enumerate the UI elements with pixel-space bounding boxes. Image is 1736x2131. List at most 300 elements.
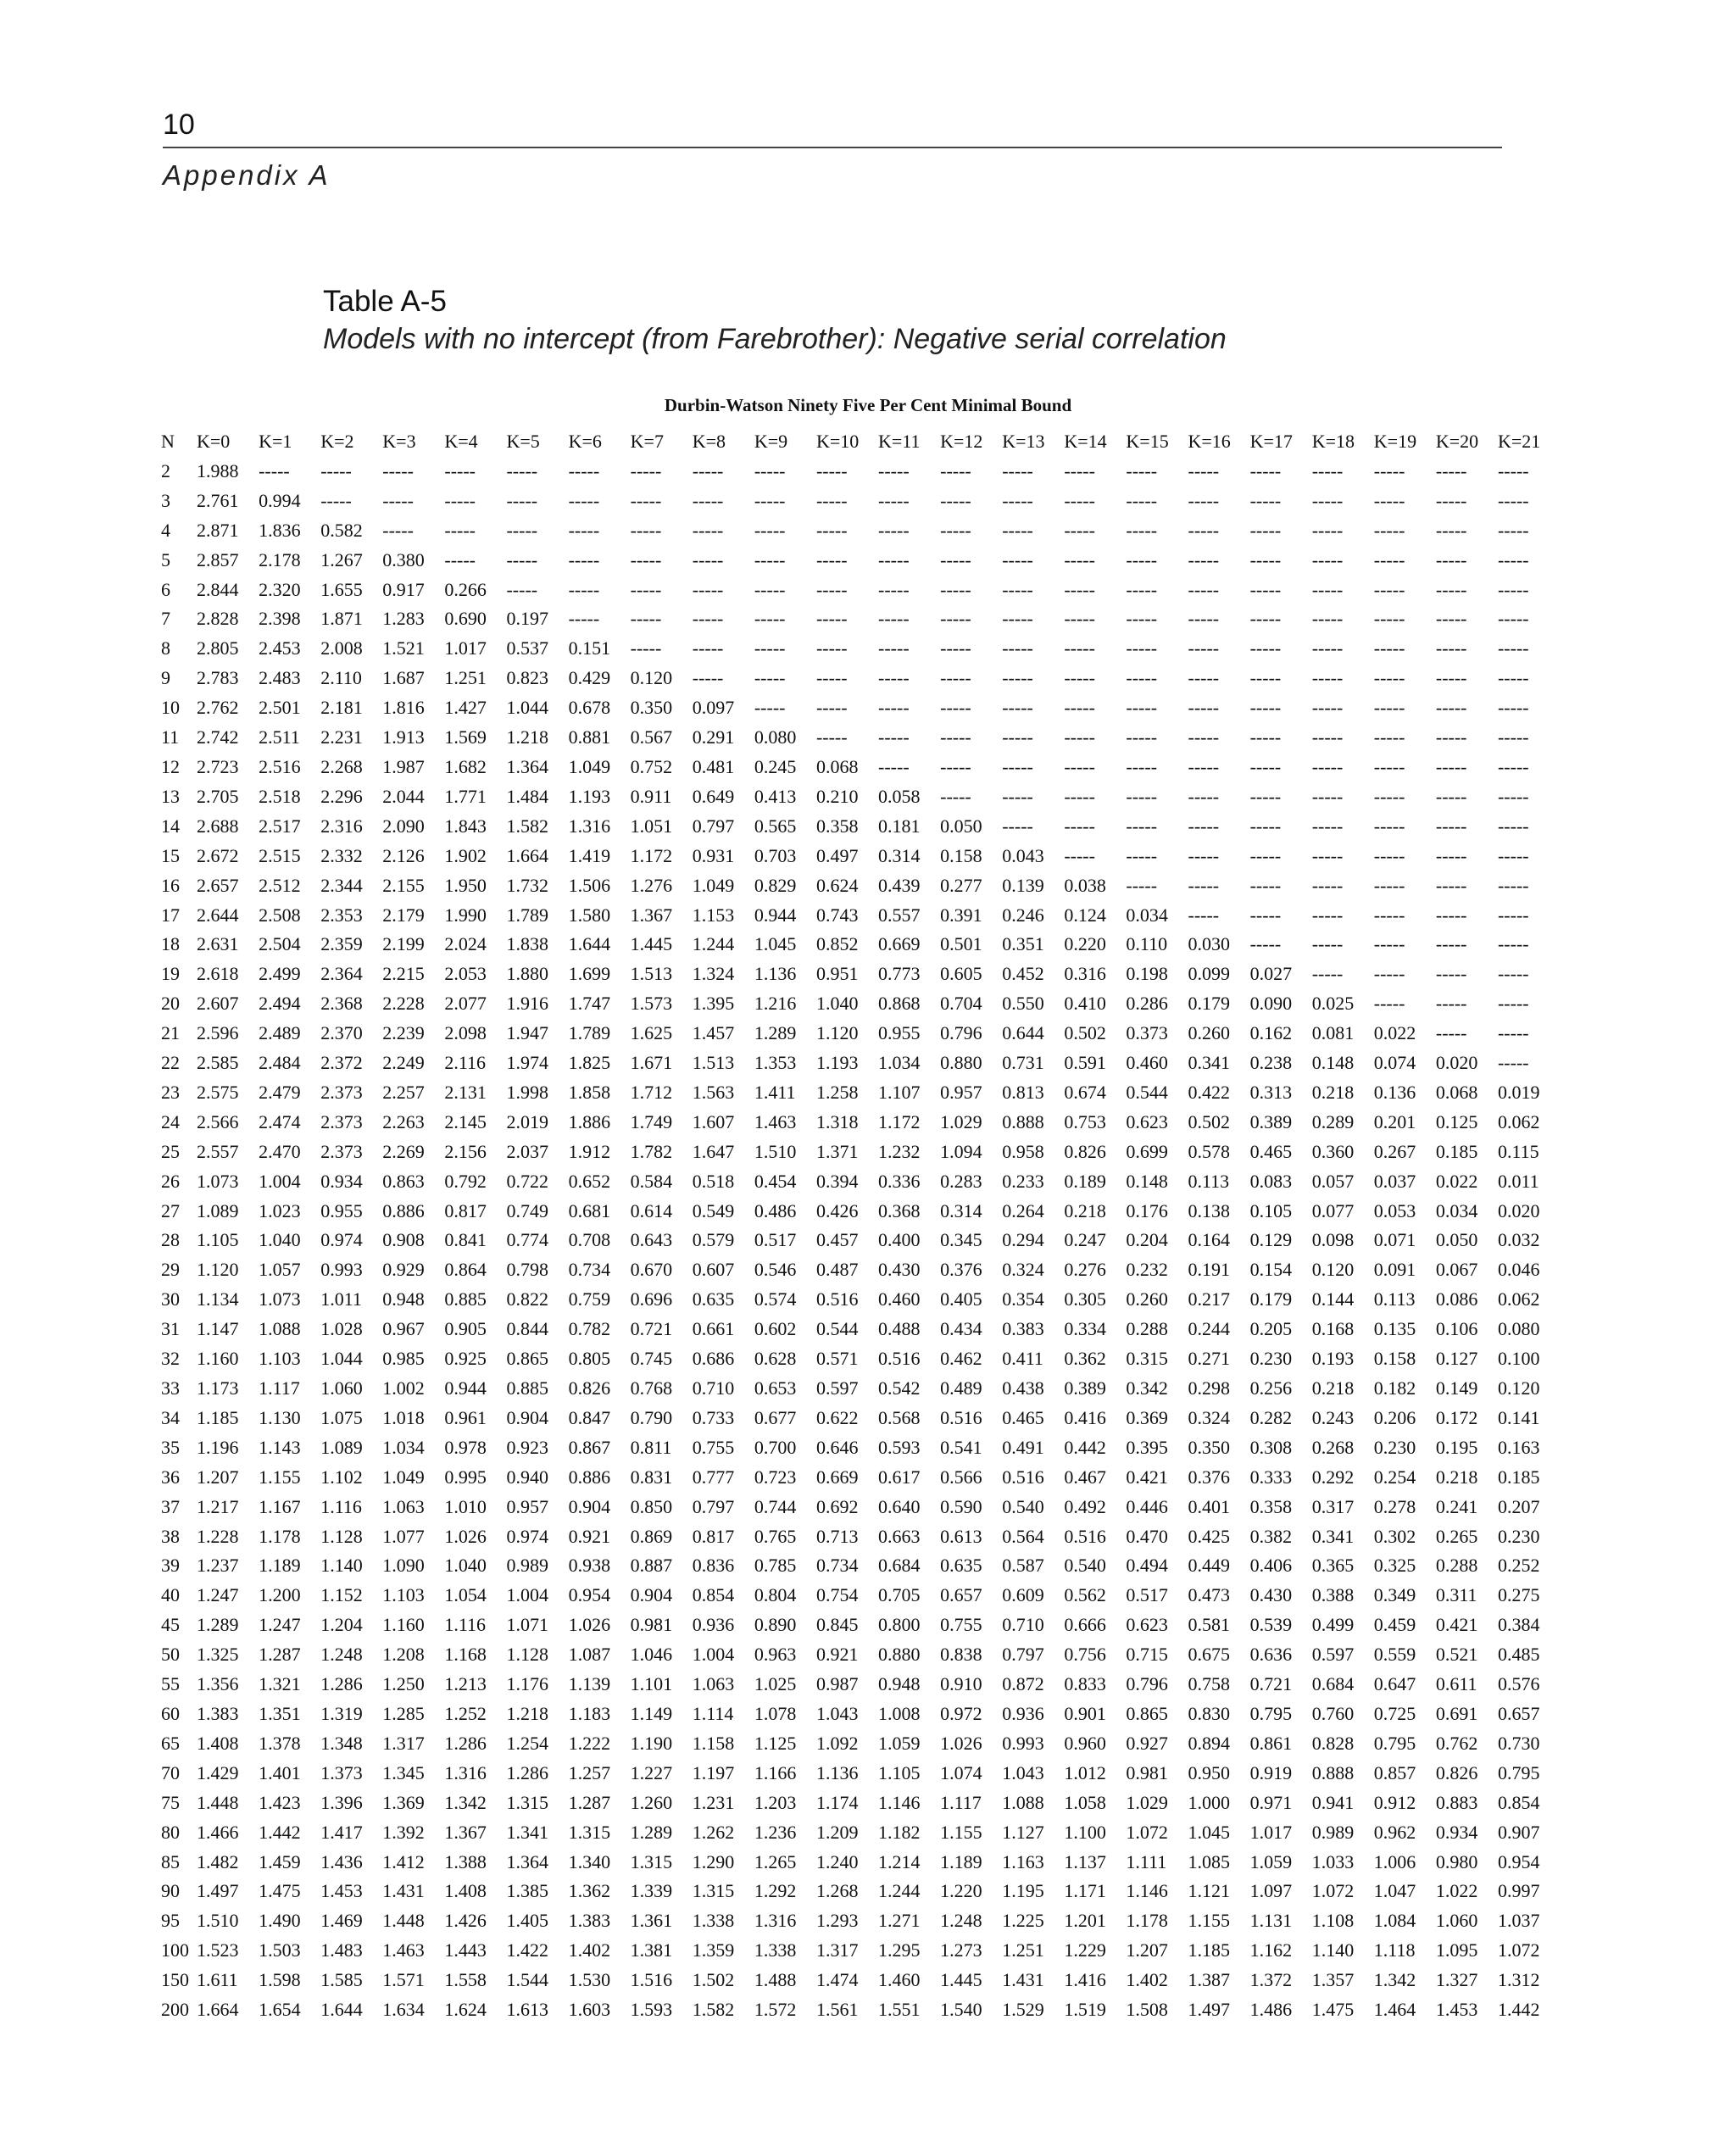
table-cell: 2.008 [320,637,363,659]
table-cell: 0.912 [1373,1791,1416,1813]
table-cell: 1.155 [259,1466,301,1488]
table-cell: 0.325 [1373,1555,1416,1577]
table-cell: 2.705 [197,785,239,807]
table-cell: 0.068 [1435,1081,1478,1103]
table-cell: ----- [1002,815,1033,837]
table-cell: ----- [1311,844,1344,866]
row-n-cell: 100 [161,1939,189,1961]
table-cell: 0.663 [878,1525,921,1547]
table-cell: 1.043 [1002,1761,1044,1783]
table-cell: ----- [1249,697,1282,719]
table-cell: 0.890 [754,1614,797,1636]
table-cell: ----- [754,697,786,719]
table-cell: 2.489 [259,1022,301,1044]
table-cell: 1.825 [568,1052,611,1074]
table-cell: ----- [815,548,848,570]
table-cell: 1.017 [1249,1821,1293,1843]
row-n-cell: 90 [161,1880,180,1902]
table-cell: 0.282 [1249,1406,1293,1428]
table-cell: ----- [1373,755,1405,777]
table-row [161,871,1560,901]
table-cell: 0.674 [1064,1081,1106,1103]
row-n-cell: 55 [161,1673,180,1695]
table-cell: 1.488 [754,1969,797,1991]
table-cell: 1.426 [444,1910,487,1932]
table-cell: 0.345 [940,1229,982,1251]
table-cell: 0.721 [1249,1673,1293,1695]
table-cell: 1.004 [259,1170,301,1192]
table-cell: 1.362 [568,1880,611,1902]
column-header-k0: K=0 [197,431,231,452]
row-n-cell: 32 [161,1348,180,1370]
table-cell: ----- [630,489,662,511]
column-header-k4: K=4 [444,431,478,452]
table-cell: 0.640 [878,1495,921,1517]
table-cell: 0.090 [1249,993,1293,1015]
table-cell: 0.473 [1188,1584,1230,1606]
table-cell: 0.565 [754,815,797,837]
row-n-cell: 16 [161,874,180,896]
table-cell: 1.359 [692,1939,735,1961]
table-cell: 0.542 [878,1377,921,1399]
table-cell: 0.486 [754,1199,797,1221]
table-cell: 1.075 [320,1406,363,1428]
column-header-k6: K=6 [568,431,602,452]
table-row [161,604,1560,634]
row-n-cell: 24 [161,1110,180,1132]
table-cell: ----- [1188,815,1220,837]
table-cell: 2.353 [320,904,363,926]
row-n-cell: 21 [161,1022,180,1044]
table-cell: 1.054 [444,1584,487,1606]
table-cell: 0.559 [1373,1644,1416,1666]
table-cell: 2.179 [382,904,425,926]
table-cell: 1.513 [692,1052,735,1074]
table-cell: 0.921 [815,1644,859,1666]
table-cell: 0.181 [878,815,921,837]
table-cell: 1.315 [506,1791,548,1813]
table-cell: 0.460 [878,1288,921,1310]
table-cell: ----- [1188,637,1220,659]
table-cell: 1.072 [1311,1880,1355,1902]
table-cell: 0.176 [1126,1199,1168,1221]
table-cell: 2.844 [197,578,239,600]
table-cell: 1.072 [1497,1939,1540,1961]
column-header-k20: K=20 [1435,431,1479,452]
table-cell: 0.421 [1126,1466,1168,1488]
table-cell: 2.494 [259,993,301,1015]
table-cell: 0.646 [815,1436,859,1458]
table-cell: ----- [1435,755,1467,777]
table-cell: ----- [1497,993,1529,1015]
table-cell: 1.097 [1249,1880,1293,1902]
row-n-cell: 13 [161,785,180,807]
table-cell: 2.110 [320,667,362,689]
table-cell: 0.700 [754,1436,797,1458]
table-cell: 0.124 [1064,904,1106,926]
table-cell: 0.277 [940,874,982,896]
table-cell: 0.411 [1002,1348,1043,1370]
table-cell: 1.423 [259,1791,301,1813]
table-cell: 0.376 [940,1259,982,1281]
table-row [161,1670,1560,1700]
table-cell: 0.602 [754,1318,797,1340]
table-cell: 0.050 [940,815,982,837]
table-cell: ----- [815,578,848,600]
table-cell: 0.623 [1126,1614,1168,1636]
table-cell: 0.426 [815,1199,859,1221]
table-cell: 0.614 [630,1199,673,1221]
table-row [161,546,1560,576]
table-cell: 0.652 [568,1170,611,1192]
table-cell: 1.582 [692,1999,735,2021]
table-cell: ----- [1435,667,1467,689]
table-cell: 1.345 [382,1761,425,1783]
row-n-cell: 22 [161,1052,180,1074]
table-cell: 0.635 [940,1555,982,1577]
table-cell: 0.677 [754,1406,797,1428]
table-cell: ----- [1188,519,1220,541]
table-cell: 0.756 [1064,1644,1106,1666]
table-row [161,693,1560,723]
table-cell: 1.598 [259,1969,301,1991]
table-cell: 2.364 [320,963,363,985]
table-cell: 1.000 [1188,1791,1230,1813]
table-cell: ----- [1249,548,1282,570]
table-cell: 1.171 [1064,1880,1106,1902]
table-cell: ----- [1188,608,1220,630]
table-cell: 0.115 [1497,1140,1539,1162]
table-cell: ----- [1064,755,1095,777]
table-cell: 0.597 [815,1377,859,1399]
table-cell: 0.266 [444,578,487,600]
table-row [161,1433,1560,1463]
table-cell: ----- [1497,578,1529,600]
table-cell: 0.230 [1249,1348,1293,1370]
table-cell: 0.805 [568,1348,611,1370]
table-cell: 1.139 [568,1673,611,1695]
table-cell: 0.704 [940,993,982,1015]
table-cell: 2.783 [197,667,239,689]
table-cell: 1.749 [630,1110,673,1132]
table-cell: 1.503 [259,1939,301,1961]
table-cell: ----- [878,608,910,630]
table-cell: ----- [692,548,724,570]
table-cell: ----- [1064,844,1095,866]
table-cell: ----- [1064,785,1095,807]
table-row [161,1493,1560,1522]
table-cell: 0.817 [444,1199,487,1221]
table-cell: 2.484 [259,1052,301,1074]
row-n-cell: 150 [161,1969,189,1991]
table-cell: 0.710 [692,1377,735,1399]
table-cell: 0.354 [1002,1288,1044,1310]
table-cell: 0.125 [1435,1110,1478,1132]
table-cell: 1.155 [1188,1910,1230,1932]
column-header-k8: K=8 [692,431,726,452]
table-cell: 0.540 [1002,1495,1044,1517]
table-cell: 2.607 [197,993,239,1015]
table-cell: 0.537 [506,637,548,659]
table-cell: ----- [1064,578,1095,600]
table-cell: 0.829 [754,874,797,896]
table-cell: 1.074 [940,1761,982,1783]
table-cell: 0.057 [1311,1170,1355,1192]
table-cell: ----- [1311,667,1344,689]
table-cell: 1.125 [754,1732,797,1754]
table-cell: 1.880 [506,963,548,985]
table-cell: 0.869 [630,1525,673,1547]
table-cell: ----- [630,608,662,630]
table-cell: ----- [1126,726,1158,748]
table-cell: 1.231 [692,1791,735,1813]
table-cell: 1.699 [568,963,611,985]
table-cell: 0.686 [692,1348,735,1370]
table-cell: 1.341 [506,1821,548,1843]
table-row [161,1640,1560,1670]
table-cell: ----- [878,519,910,541]
table-cell: 0.568 [878,1406,921,1428]
table-cell: 1.010 [444,1495,487,1517]
table-cell: ----- [1497,667,1529,689]
table-cell: ----- [1311,904,1344,926]
table-cell: ----- [1249,608,1282,630]
table-row [161,1818,1560,1848]
table-cell: ----- [1188,459,1220,481]
table-cell: 1.990 [444,904,487,926]
table-cell: 1.327 [1435,1969,1478,1991]
table-cell: 0.395 [1126,1436,1168,1458]
column-header-k7: K=7 [630,431,664,452]
table-cell: 1.201 [1064,1910,1106,1932]
table-cell: 0.581 [1188,1614,1230,1636]
table-cell: 0.179 [1188,993,1230,1015]
table-cell: 0.995 [444,1466,487,1488]
table-cell: 2.575 [197,1081,239,1103]
table-cell: 0.135 [1373,1318,1416,1340]
table-cell: 1.268 [815,1880,859,1902]
table-cell: 1.506 [568,874,611,896]
table-cell: 1.523 [197,1939,239,1961]
table-cell: ----- [1311,548,1344,570]
table-cell: 0.675 [1188,1644,1230,1666]
table-row [161,1374,1560,1404]
table-cell: 2.501 [259,697,301,719]
table-cell: 1.530 [568,1969,611,1991]
table-row [161,753,1560,782]
table-cell: 1.289 [630,1821,673,1843]
table-cell: 0.550 [1002,993,1044,1015]
table-cell: 0.198 [1126,963,1168,985]
table-cell: 1.047 [1373,1880,1416,1902]
table-cell: 1.087 [568,1644,611,1666]
table-cell: 0.058 [878,785,921,807]
table-cell: 0.489 [940,1377,982,1399]
table-row [161,1255,1560,1285]
table-cell: 0.241 [1435,1495,1478,1517]
table-cell: 1.229 [1064,1939,1106,1961]
table-cell: 1.251 [1002,1939,1044,1961]
table-cell: 0.885 [444,1288,487,1310]
table-cell: 1.486 [1249,1999,1293,2021]
table-cell: 1.290 [692,1850,735,1872]
table-cell: 0.777 [692,1466,735,1488]
table-cell: 0.885 [506,1377,548,1399]
table-cell: 0.071 [1373,1229,1416,1251]
table-cell: 1.094 [940,1140,982,1162]
table-row [161,1344,1560,1374]
table-cell: 0.958 [1002,1140,1044,1162]
table-cell: 0.256 [1249,1377,1293,1399]
table-cell: 1.023 [259,1199,301,1221]
table-cell: 0.342 [1126,1377,1168,1399]
table-cell: 1.006 [1373,1850,1416,1872]
table-cell: 1.364 [506,755,548,777]
table-cell: 0.985 [382,1348,425,1370]
table-cell: ----- [940,637,971,659]
table-cell: 0.863 [382,1170,425,1192]
table-cell: 0.217 [1188,1288,1230,1310]
table-cell: ----- [1435,815,1467,837]
table-cell: 0.487 [815,1259,859,1281]
table-cell: 1.551 [878,1999,921,2021]
table-cell: 1.085 [1188,1850,1230,1872]
table-cell: 0.195 [1435,1436,1478,1458]
table-cell: 0.369 [1126,1406,1168,1428]
table-cell: 0.163 [1497,1436,1540,1458]
table-row [161,1611,1560,1640]
table-cell: 0.684 [878,1555,921,1577]
table-cell: ----- [1002,519,1033,541]
table-cell: 1.105 [197,1229,239,1251]
table-cell: 0.406 [1249,1555,1293,1577]
table-cell: ----- [630,637,662,659]
table-cell: 1.460 [878,1969,921,1991]
table-cell: 0.931 [692,844,735,866]
table-cell: 0.022 [1373,1022,1416,1044]
table-cell: 1.286 [506,1761,548,1783]
table-cell: 0.341 [1188,1052,1230,1074]
table-cell: 1.217 [197,1495,239,1517]
table-cell: 0.210 [815,785,859,807]
table-cell: 0.430 [878,1259,921,1281]
table-cell: 2.024 [444,933,487,955]
table-cell: 1.059 [1249,1850,1293,1872]
table-cell: ----- [692,578,724,600]
table-cell: ----- [1497,608,1529,630]
table-cell: ----- [1435,637,1467,659]
table-cell: 2.373 [320,1110,363,1132]
table-cell: 1.057 [259,1259,301,1281]
table-cell: 1.950 [444,874,487,896]
table-cell: ----- [692,608,724,630]
table-cell: 0.666 [1064,1614,1106,1636]
table-cell: 0.997 [1497,1880,1540,1902]
table-cell: 0.164 [1188,1229,1230,1251]
row-n-cell: 28 [161,1229,180,1251]
table-cell: ----- [1002,608,1033,630]
table-cell: 0.774 [506,1229,548,1251]
table-cell: 0.311 [1435,1584,1477,1606]
table-cell: ----- [259,459,290,481]
table-cell: 0.795 [1373,1732,1416,1754]
table-cell: 0.669 [815,1466,859,1488]
table-cell: 0.068 [815,755,859,777]
table-cell: ----- [1188,578,1220,600]
table-cell: 1.312 [1497,1969,1540,1991]
table-cell: 1.247 [197,1584,239,1606]
table-cell: 0.457 [815,1229,859,1251]
table-cell: 0.541 [940,1436,982,1458]
table-cell: ----- [1064,548,1095,570]
table-cell: 1.655 [320,578,363,600]
table-cell: 0.113 [1188,1170,1230,1192]
table-cell: ----- [1188,667,1220,689]
table-row [161,1848,1560,1878]
table-cell: 0.373 [1126,1022,1168,1044]
table-cell: 1.220 [940,1880,982,1902]
table-row [161,1315,1560,1344]
table-cell: 1.319 [320,1702,363,1724]
table-cell: ----- [1435,844,1467,866]
table-cell: 1.383 [568,1910,611,1932]
table-cell: ----- [1126,815,1158,837]
table-cell: 0.571 [815,1348,859,1370]
table-cell: ----- [692,459,724,481]
table-cell: 1.049 [568,755,611,777]
table-cell: ----- [506,519,538,541]
table-cell: ----- [1126,844,1158,866]
table-cell: ----- [1064,519,1095,541]
table-row [161,1729,1560,1759]
table-cell: ----- [878,548,910,570]
table-cell: ----- [1002,459,1033,481]
table-cell: 0.518 [692,1170,735,1192]
table-cell: 1.189 [940,1850,982,1872]
table-cell: 0.921 [568,1525,611,1547]
table-cell: 1.244 [692,933,735,955]
column-header-k1: K=1 [259,431,292,452]
row-n-cell: 85 [161,1850,180,1872]
table-cell: 0.989 [506,1555,548,1577]
table-cell: 0.731 [1002,1052,1044,1074]
table-cell: 0.644 [1002,1022,1044,1044]
table-cell: 2.373 [320,1081,363,1103]
table-cell: ----- [1497,904,1529,926]
table-cell: 0.715 [1126,1644,1168,1666]
table-cell: 0.439 [878,874,921,896]
table-cell: 0.904 [568,1495,611,1517]
table-cell: 0.755 [940,1614,982,1636]
table-cell: 0.501 [940,933,982,955]
table-cell: 0.957 [506,1495,548,1517]
table-cell: 1.071 [506,1614,548,1636]
table-cell: ----- [1373,963,1405,985]
table-cell: 1.625 [630,1022,673,1044]
table-cell: 2.517 [259,815,301,837]
table-cell: 1.189 [259,1555,301,1577]
table-cell: 0.993 [320,1259,363,1281]
table-cell: 1.100 [1064,1821,1106,1843]
table-cell: 1.120 [815,1022,859,1044]
table-cell: ----- [940,578,971,600]
table-cell: ----- [1126,755,1158,777]
table-cell: 2.657 [197,874,239,896]
table-cell: 1.153 [692,904,735,926]
table-cell: 1.146 [878,1791,921,1813]
table-cell: 0.362 [1064,1348,1106,1370]
table-cell: 2.857 [197,548,239,570]
